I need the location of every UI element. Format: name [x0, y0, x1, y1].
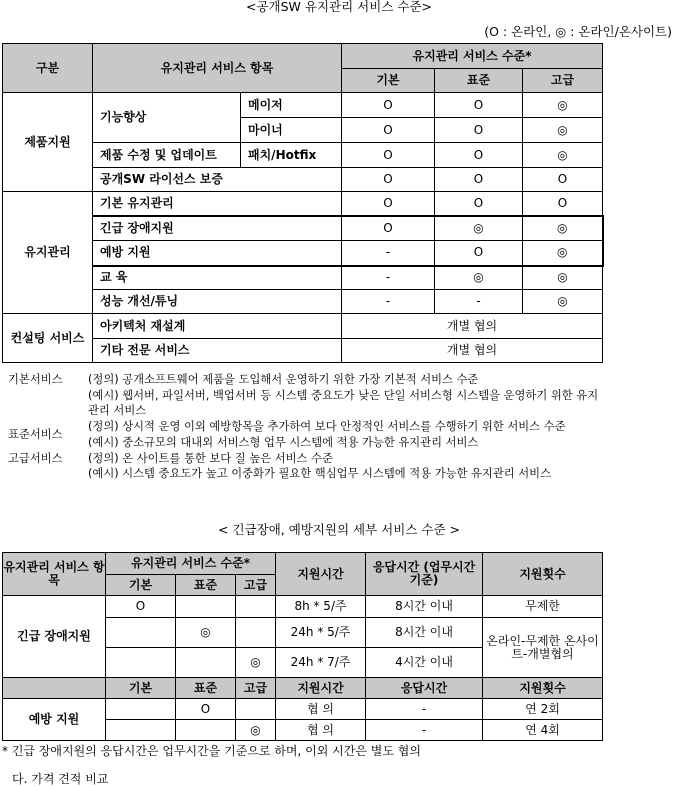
cell-standard: O	[176, 699, 236, 720]
note-label-premium: 고급서비스	[8, 451, 63, 465]
header-blank	[3, 678, 106, 699]
cell-standard	[176, 720, 236, 741]
cell-support-time: 협 의	[276, 720, 366, 741]
cell-basic	[106, 720, 176, 741]
cell-premium: ◎	[236, 720, 276, 741]
item-product-fix-update: 제품 수정 및 업데이트	[93, 143, 241, 168]
group-maintenance: 유지관리	[3, 192, 93, 314]
detail-service-table	[2, 552, 603, 741]
cell-premium	[236, 596, 276, 618]
cell-premium	[236, 618, 276, 648]
header-premium: 고급	[236, 678, 276, 699]
cell-support-time: 8h * 5/주	[276, 596, 366, 618]
cell-basic: O	[342, 192, 435, 216]
cell-basic: O	[342, 93, 435, 118]
cell-standard: O	[435, 241, 523, 266]
cell-support-time: 24h * 5/주	[276, 618, 366, 648]
cell-standard: O	[435, 93, 523, 118]
cell-premium: ◎	[523, 290, 603, 314]
cell-support-time: 24h * 7/주	[276, 648, 366, 678]
header-basic: 기본	[106, 575, 176, 596]
item-basic-maintenance: 기본 유지관리	[93, 192, 342, 216]
item-license-guarantee: 공개SW 라이선스 보증	[93, 168, 342, 192]
cell-support-count: 연 4회	[483, 720, 603, 741]
note-standard-definition: (정의) 상시적 운영 이외 예방항목을 추가하여 보다 안정적인 서비스를 수행하기 위한 서비스 수준	[88, 420, 566, 434]
cell-support-count: 연 2회	[483, 699, 603, 720]
cell-basic: -	[342, 241, 435, 266]
header-response-time: 응답시간	[366, 678, 483, 699]
service-level-notes	[8, 372, 608, 482]
subitem-minor: 마이너	[241, 118, 342, 143]
cell-basic: O	[342, 216, 435, 241]
cell-standard	[176, 596, 236, 618]
subitem-patch-hotfix: 패치/Hotfix	[241, 143, 342, 168]
header-premium: 고급	[523, 69, 603, 93]
cell-premium: O	[523, 168, 603, 192]
cell-standard: O	[435, 118, 523, 143]
group-consulting: 컨설팅 서비스	[3, 314, 93, 363]
note-basic-definition: (정의) 공개소프트웨어 제품을 도입해서 운영하기 위한 가장 기본적 서비스 수준	[88, 373, 479, 386]
header-response-time: 응답시간 (업무시간 기준)	[366, 553, 483, 596]
item-other-expert-service: 기타 전문 서비스	[93, 339, 342, 363]
service-level-table	[2, 43, 604, 363]
header-service-level: 유지관리 서비스 수준*	[106, 553, 276, 575]
cell-basic	[106, 699, 176, 720]
cell-basic: O	[342, 143, 435, 168]
document-title: <공개SW 유지관리 서비스 수준>	[246, 0, 432, 14]
group-emergency-support: 긴급 장애지원	[3, 596, 106, 678]
header-standard: 표준	[435, 69, 523, 93]
header-premium: 고급	[236, 575, 276, 596]
header-support-count: 지원횟수	[483, 553, 603, 596]
cell-response-time: -	[366, 720, 483, 741]
header-support-time: 지원시간	[276, 553, 366, 596]
item-preventive-support: 예방 지원	[93, 241, 342, 266]
header-service-item: 유지관리 서비스 항목	[93, 44, 342, 93]
cell-premium: ◎	[523, 241, 603, 266]
symbol-legend: (O : 온라인, ◎ : 온라인/온사이트)	[484, 24, 672, 39]
note-premium-example: (예시) 시스템 중요도가 높고 이중화가 필요한 핵심업무 시스템에 적용 가능한 유지관리 서비스	[88, 467, 552, 481]
footnote: * 긴급 장애지원의 응답시간은 업무시간을 기준으로 하며, 이외 시간은 별도 협의	[2, 744, 421, 758]
cell-standard: ◎	[435, 216, 523, 241]
header-support-count: 지원횟수	[483, 678, 603, 699]
item-education: 교 육	[93, 266, 342, 290]
cell-standard: ◎	[176, 618, 236, 648]
header-service-level: 유지관리 서비스 수준*	[342, 44, 603, 69]
cell-individual-negotiation: 개별 협의	[342, 339, 603, 363]
cell-basic: -	[342, 266, 435, 290]
header-service-item: 유지관리 서비스 항목	[3, 553, 106, 596]
cell-premium: ◎	[523, 143, 603, 168]
cell-response-time: -	[366, 699, 483, 720]
header-basic: 기본	[342, 69, 435, 93]
cell-premium: ◎	[523, 93, 603, 118]
header-standard: 표준	[176, 575, 236, 596]
cell-individual-negotiation: 개별 협의	[342, 314, 603, 339]
cell-support-count: 온라인-무제한 온사이트-개별협의	[483, 618, 603, 678]
cell-response-time: 4시간 이내	[366, 648, 483, 678]
header-standard: 표준	[176, 678, 236, 699]
cell-basic: O	[342, 168, 435, 192]
header-basic: 기본	[106, 678, 176, 699]
cell-response-time: 8시간 이내	[366, 618, 483, 648]
cell-basic	[106, 618, 176, 648]
cell-response-time: 8시간 이내	[366, 596, 483, 618]
subitem-major: 메이저	[241, 93, 342, 118]
group-product-support: 제품지원	[3, 93, 93, 192]
item-function-upgrade: 기능향상	[93, 93, 241, 143]
item-architecture-redesign: 아키텍처 재설계	[93, 314, 342, 339]
cell-standard: O	[435, 143, 523, 168]
cell-premium: ◎	[523, 118, 603, 143]
note-label-basic: 기본서비스	[8, 373, 63, 386]
header-category: 구분	[3, 44, 93, 93]
cell-basic	[106, 648, 176, 678]
cell-premium	[236, 699, 276, 720]
item-performance-tuning: 성능 개선/튜닝	[93, 290, 342, 314]
cell-basic: -	[342, 290, 435, 314]
cell-premium: ◎	[523, 216, 603, 241]
cell-standard: -	[435, 290, 523, 314]
header-support-time: 지원시간	[276, 678, 366, 699]
item-emergency-support: 긴급 장애지원	[93, 216, 342, 241]
cell-basic: O	[342, 118, 435, 143]
note-basic-example: (예시) 웹서버, 파일서버, 백업서버 등 시스템 중요도가 낮은 단일 서비스형 시스템을 운영하기 위한 유지관리 서비스	[88, 388, 599, 418]
note-standard-example: (예시) 중소규모의 대내외 서비스형 업무 시스템에 적용 가능한 유지관리 서비스	[88, 435, 479, 449]
cell-basic: O	[106, 596, 176, 618]
cell-premium: ◎	[236, 648, 276, 678]
note-label-standard: 표준서비스	[8, 428, 63, 442]
cell-support-time: 협 의	[276, 699, 366, 720]
cell-standard: O	[435, 192, 523, 216]
group-preventive-support: 예방 지원	[3, 699, 106, 741]
cell-premium: O	[523, 192, 603, 216]
cell-standard: ◎	[435, 266, 523, 290]
cell-support-count: 무제한	[483, 596, 603, 618]
cell-premium: ◎	[523, 266, 603, 290]
next-section-heading: 다. 가격 견적 비교	[12, 772, 109, 786]
cell-standard: O	[435, 168, 523, 192]
detail-subtitle: < 긴급장애, 예방지원의 세부 서비스 수준 >	[218, 522, 460, 537]
cell-standard	[176, 648, 236, 678]
note-premium-definition: (정의) 온 사이트를 통한 보다 질 높은 서비스 수준	[88, 451, 333, 465]
